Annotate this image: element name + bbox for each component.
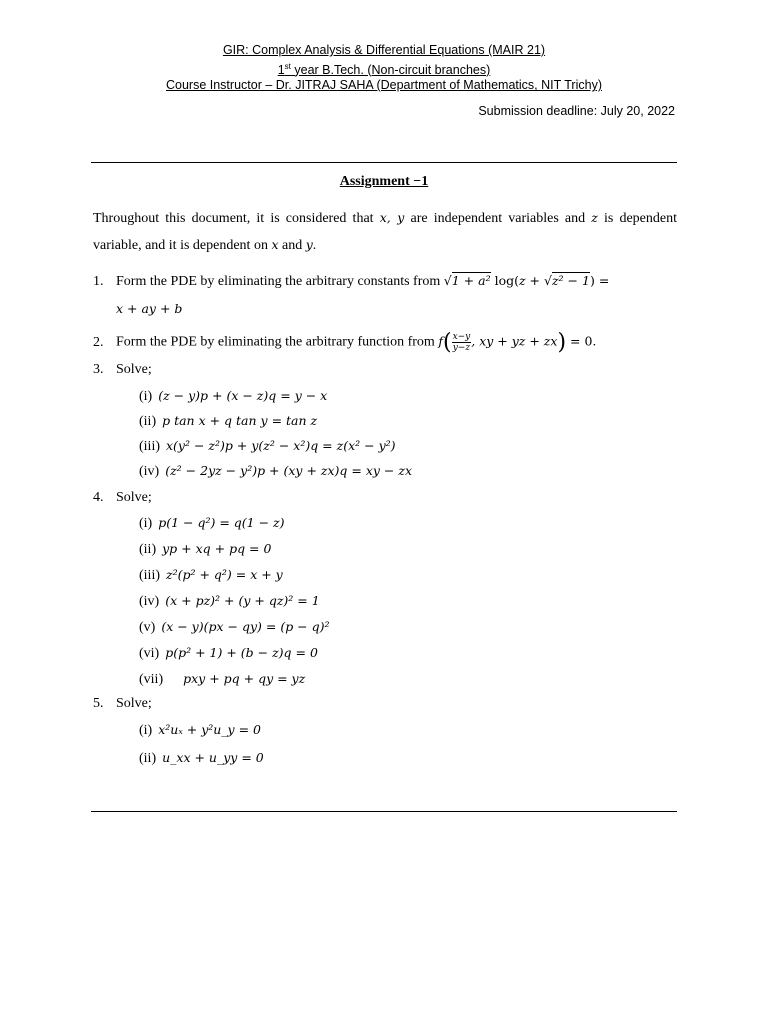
question-1-continued: x + ay + b <box>116 301 183 316</box>
q3-item-i: (i) (z − y)p + (x − z)q = y − x <box>139 388 328 404</box>
q5-item-i: (i) x²uₓ + y²u_y = 0 <box>139 722 261 738</box>
question-5: 5. Solve; <box>93 696 152 711</box>
question-3: 3. Solve; <box>93 362 152 377</box>
intro-paragraph: Throughout this document, it is considered that x, y are independent variables and z is dependent variable, and it is dependent on x and y. <box>93 210 677 253</box>
course-year: 1st year B.Tech. (Non-circuit branches) <box>277 61 491 77</box>
question-1: 1. Form the PDE by eliminating the arbitrary constants from √1 + a² log(z + √z² − 1) = <box>93 273 610 289</box>
q3-item-ii: (ii) p tan x + q tan y = tan z <box>139 413 318 429</box>
q4-item-vii: (vii) pxy + pq + qy = yz <box>139 671 306 687</box>
bottom-divider <box>91 811 677 812</box>
course-title: GIR: Complex Analysis & Differential Equations (MAIR 21) <box>222 43 546 57</box>
course-header <box>0 43 768 94</box>
q4-item-iii: (iii) z²(p² + q²) = x + y <box>139 567 283 583</box>
q4-item-iv: (iv) (x + pz)² + (y + qz)² = 1 <box>139 593 320 609</box>
question-2: 2. Form the PDE by eliminating the arbitrary function from f( $\frac{x-y}{y-z}$ , xy + yz + zx) = 0. <box>93 330 597 355</box>
q3-item-iii: (iii) x(y² − z²)p + y(z² − x²)q = z(x² − y²) <box>139 438 396 454</box>
q4-item-v: (v) (x − y)(px − qy) = (p − q)² <box>139 619 330 635</box>
top-divider <box>91 162 677 163</box>
course-instructor: Course Instructor – Dr. JITRAJ SAHA (Department of Mathematics, NIT Trichy) <box>165 78 602 93</box>
assignment-title: Assignment −1 <box>339 174 429 189</box>
q5-item-ii: (ii) u_xx + u_yy = 0 <box>139 750 264 766</box>
q4-item-i: (i) p(1 − q²) = q(1 − z) <box>139 515 285 531</box>
q4-item-ii: (ii) yp + xq + pq = 0 <box>139 541 272 557</box>
question-4: 4. Solve; <box>93 490 152 505</box>
q3-item-iv: (iv) (z² − 2yz − y²)p + (xy + zx)q = xy − zx <box>139 463 413 479</box>
submission-deadline: Submission deadline: July 20, 2022 <box>478 104 675 118</box>
q4-item-vi: (vi) p(p² + 1) + (b − z)q = 0 <box>139 645 318 661</box>
